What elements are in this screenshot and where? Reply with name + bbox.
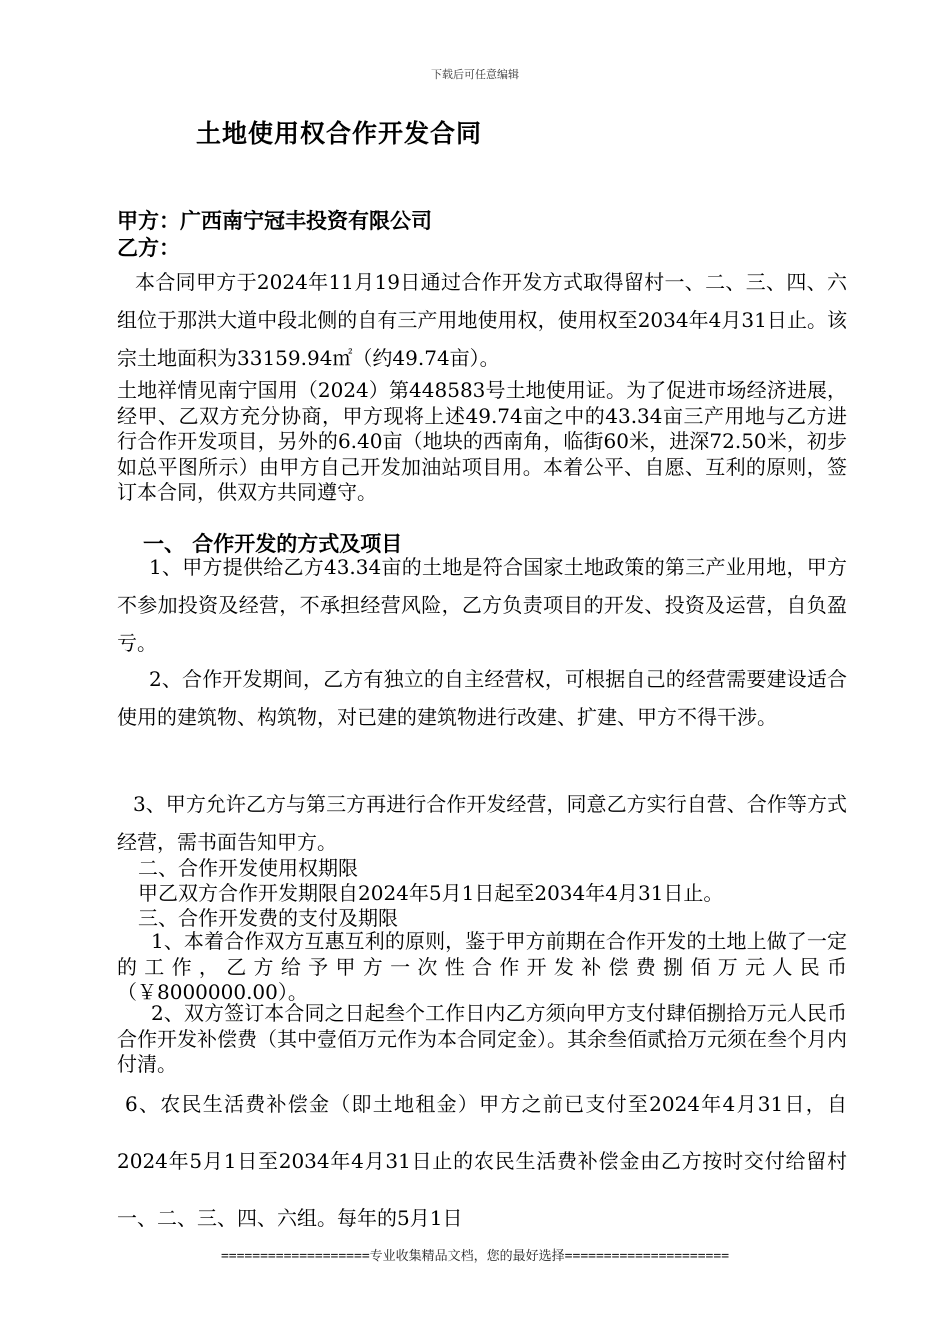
section-1-title: 一、 合作开发的方式及项目: [143, 532, 403, 556]
section-1-item-2: 2、合作开发期间，乙方有独立的自主经营权，可根据自己的经营需要建设适合使用的建筑物、构筑物，对已建的建筑物进行改建、扩建、甲方不得干涉。: [117, 667, 847, 729]
footer-banner: ===================专业收集精品文档，您的最好选择=====================: [220, 1249, 730, 1264]
header-note: 下载后可任意编辑: [431, 68, 519, 81]
section-3-item-1: 1、本着合作双方互惠互利的原则，鉴于甲方前期在合作开发的土地上做了一定的工作，乙方给予甲方一次性合作开发补偿费捌佰万元人民币（￥8000000.00）。: [117, 929, 847, 1004]
intro-paragraph-1: 本合同甲方于2024年11月19日通过合作开发方式取得留村一、二、三、四、六组位于那洪大道中段北侧的自有三产用地使用权，使用权至2034年4月31日止。该宗土地面积为33159.94㎡（约49.74亩）。: [117, 270, 847, 370]
party-a: 甲方：广西南宁冠丰投资有限公司: [117, 209, 432, 233]
section-2-title: 二、合作开发使用权期限: [138, 856, 358, 880]
section-1-item-1: 1、甲方提供给乙方43.34亩的土地是符合国家土地政策的第三产业用地，甲方不参加投资及经营，不承担经营风险，乙方负责项目的开发、投资及运营，自负盈亏。: [117, 555, 847, 655]
section-3-title: 三、合作开发费的支付及期限: [138, 906, 398, 930]
section-2-text: 甲乙双方合作开发期限自2024年5月1日起至2034年4月31日止。: [138, 881, 724, 905]
party-b: 乙方：: [117, 236, 180, 260]
intro-paragraph-2: 土地祥情见南宁国用（2024）第448583号土地使用证。为了促进市场经济进展，经甲、乙双方充分协商，甲方现将上述49.74亩之中的43.34亩三产用地与乙方进行合作开发项目，另外的6.40亩（地块的西南角，临街60米，进深72.50米，初步如总平图所示）由甲方自己开发加油站项目用。本着公平、自愿、互利的原则，签订本合同，供双方共同遵守。: [117, 378, 847, 504]
section-3-item-6: 6、农民生活费补偿金（即土地租金）甲方之前已支付至2024年4月31日，自2024年5月1日至2034年4月31日止的农民生活费补偿金由乙方按时交付给留村一、二、三、四、六组。每年的5月1日: [117, 1092, 847, 1230]
section-3-item-2: 2、双方签订本合同之日起叁个工作日内乙方须向甲方支付肆佰捌拾万元人民币合作开发补偿费（其中壹佰万元作为本合同定金）。其余叁佰贰拾万元须在叁个月内付清。: [117, 1001, 847, 1076]
section-1-item-3: 3、甲方允许乙方与第三方再进行合作开发经营，同意乙方实行自营、合作等方式经营，需书面告知甲方。: [117, 792, 847, 854]
document-title: 土地使用权合作开发合同: [196, 119, 483, 148]
